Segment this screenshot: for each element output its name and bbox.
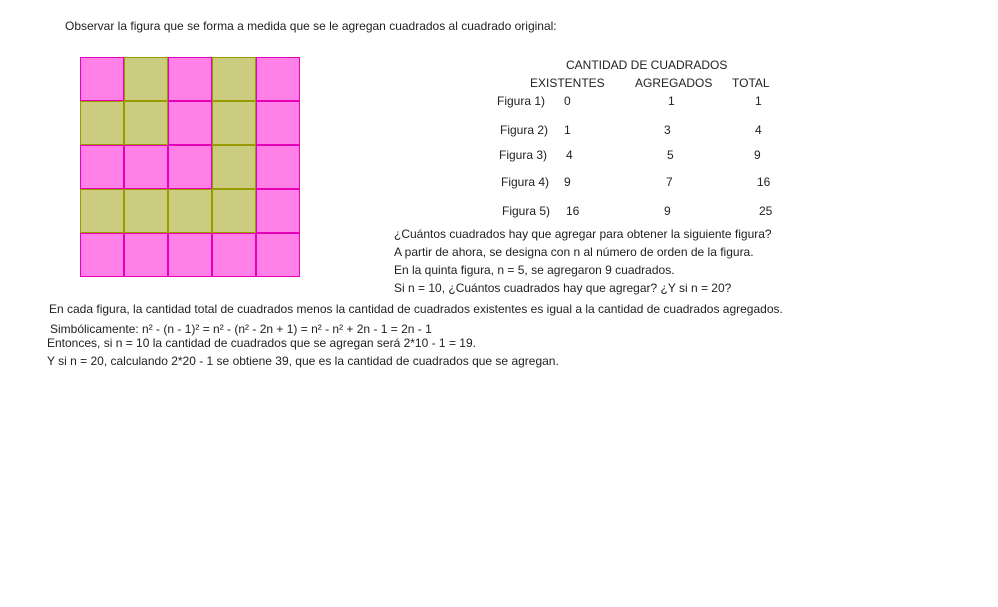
row-total-value: 1 [755,94,762,108]
explanation-symbolic: Simbólicamente: n² - (n - 1)² = n² - (n² - 2n + 1) = n² - n² + 2n - 1 = 2n - 1 [50,322,432,336]
header-total: TOTAL [732,76,770,90]
row-existing-value: 4 [566,148,573,162]
figure-square-olive [124,189,168,233]
figure-square-pink [256,101,300,145]
row-added-value: 5 [667,148,674,162]
row-label: Figura 2) [500,123,549,137]
row-existing-value: 9 [564,175,571,189]
figure-square-pink [212,233,256,277]
question-next-figure: ¿Cuántos cuadrados hay que agregar para obtener la siguiente figura? [394,227,772,241]
figure-square-pink [256,57,300,101]
row-existing-value: 16 [566,204,580,218]
row-label: Figura 4) [501,175,550,189]
figure-square-olive [168,189,212,233]
row-added-value: 9 [664,204,671,218]
figure-square-olive [212,145,256,189]
figure-square-olive [212,189,256,233]
figure-square-pink [256,189,300,233]
row-total-value: 25 [759,204,773,218]
row-total-value: 9 [754,148,761,162]
figure-square-pink [168,145,212,189]
row-total-value: 4 [755,123,762,137]
figure-square-olive [124,57,168,101]
row-label: Figura 3) [499,148,548,162]
figure-square-pink [168,101,212,145]
figure-square-olive [80,189,124,233]
question-n10-n20: Si n = 10, ¿Cuántos cuadrados hay que agregar? ¿Y si n = 20? [394,281,732,295]
figure-square-olive [124,101,168,145]
explanation-general: En cada figura, la cantidad total de cuadrados menos la cantidad de cuadrados existentes es igual a la cantidad de cuadrados agregados. [49,302,783,316]
figure-square-pink [80,233,124,277]
header-added: AGREGADOS [635,76,713,90]
figure-square-pink [124,233,168,277]
figure-square-pink [168,233,212,277]
explanation-n10: Entonces, si n = 10 la cantidad de cuadrados que se agregan será 2*10 - 1 = 19. [47,336,476,350]
figure-square-pink [256,145,300,189]
header-existing: EXISTENTES [530,76,605,90]
intro-text: Observar la figura que se forma a medida que se le agregan cuadrados al cuadrado original: [65,19,557,33]
explanation-n20: Y si n = 20, calculando 2*20 - 1 se obtiene 39, que es la cantidad de cuadrados que se agregan. [47,354,559,368]
figure-square-olive [80,101,124,145]
square-figure [80,57,300,277]
question-define-n: A partir de ahora, se designa con n al número de orden de la figura. [394,245,754,259]
figure-square-pink [168,57,212,101]
row-existing-value: 1 [564,123,571,137]
figure-square-pink [124,145,168,189]
figure-square-pink [80,57,124,101]
row-added-value: 7 [666,175,673,189]
question-fifth-figure: En la quinta figura, n = 5, se agregaron 9 cuadrados. [394,263,675,277]
figure-square-olive [212,57,256,101]
figure-square-olive [212,101,256,145]
row-total-value: 16 [757,175,771,189]
row-added-value: 3 [664,123,671,137]
row-label: Figura 5) [502,204,551,218]
figure-square-pink [80,145,124,189]
row-added-value: 1 [668,94,675,108]
row-label: Figura 1) [497,94,546,108]
figure-square-pink [256,233,300,277]
table-title: CANTIDAD DE CUADRADOS [566,58,728,72]
row-existing-value: 0 [564,94,571,108]
